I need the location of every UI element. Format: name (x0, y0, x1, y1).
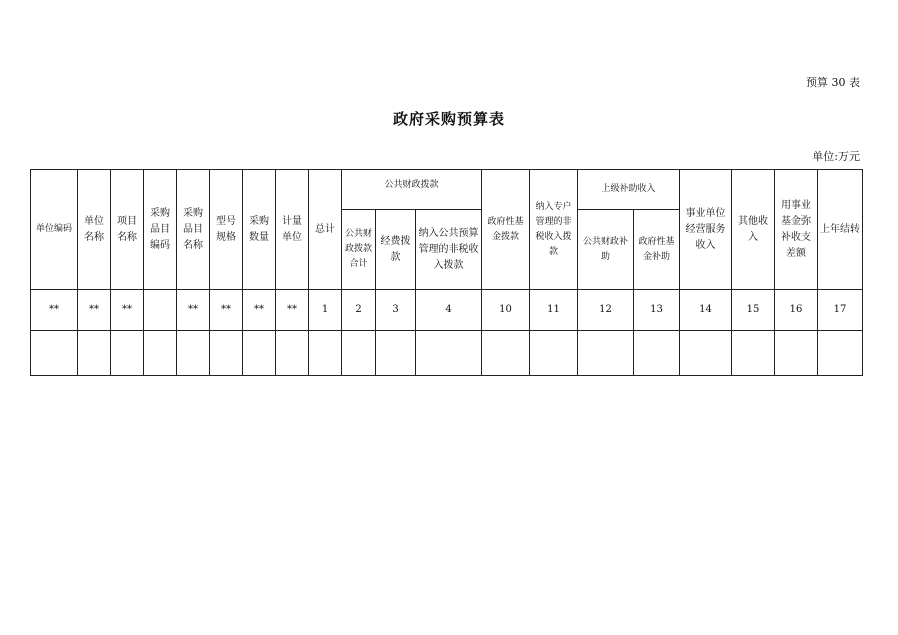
number-cell: 3 (376, 290, 416, 331)
number-cell: 13 (634, 290, 680, 331)
header-measure-unit: 计量单位 (276, 170, 309, 290)
header-superior-public: 公共财政补助 (578, 210, 634, 290)
empty-cell (818, 331, 863, 376)
empty-cell (680, 331, 732, 376)
header-other-income: 其他收入 (732, 170, 775, 290)
number-cell: 1 (309, 290, 342, 331)
header-superior-group: 上级补助收入 (578, 170, 680, 210)
header-item-name: 采购品目名称 (177, 170, 210, 290)
empty-cell (144, 331, 177, 376)
number-cell: ** (243, 290, 276, 331)
number-cell: 12 (578, 290, 634, 331)
empty-cell (376, 331, 416, 376)
number-cell: ** (111, 290, 144, 331)
empty-cell (276, 331, 309, 376)
page-title: 政府采购预算表 (392, 110, 505, 128)
empty-cell (78, 331, 111, 376)
empty-cell (482, 331, 530, 376)
header-public-finance-group: 公共财政拨款 (342, 170, 482, 210)
empty-cell (342, 331, 376, 376)
number-cell: 16 (775, 290, 818, 331)
form-number: 预算 30 表 (806, 76, 860, 89)
header-unit-name: 单位名称 (78, 170, 111, 290)
header-quantity: 采购数量 (243, 170, 276, 290)
empty-cell (578, 331, 634, 376)
empty-cell (634, 331, 680, 376)
number-cell: ** (276, 290, 309, 331)
empty-cell (416, 331, 482, 376)
header-total: 总计 (309, 170, 342, 290)
empty-cell (732, 331, 775, 376)
number-cell: 11 (530, 290, 578, 331)
table-row (31, 290, 863, 331)
number-cell: ** (210, 290, 243, 331)
header-unit-code: 单位编码 (31, 170, 78, 290)
header-carryover: 上年结转 (818, 170, 863, 290)
number-cell: 17 (818, 290, 863, 331)
number-cell: 2 (342, 290, 376, 331)
empty-cell (775, 331, 818, 376)
empty-cell (309, 331, 342, 376)
header-nontax-budget: 纳入公共预算管理的非税收入拨款 (416, 210, 482, 290)
empty-cell (31, 331, 78, 376)
header-public-finance-subtotal: 公共财政拨款合计 (342, 210, 376, 290)
number-cell: 10 (482, 290, 530, 331)
empty-cell (177, 331, 210, 376)
empty-cell (111, 331, 144, 376)
header-superior-fund: 政府性基金补助 (634, 210, 680, 290)
header-service-income: 事业单位经营服务收入 (680, 170, 732, 290)
number-cell: 15 (732, 290, 775, 331)
number-cell: ** (31, 290, 78, 331)
number-cell: ** (78, 290, 111, 331)
table-row (31, 331, 863, 376)
header-special-account: 纳入专户管理的非税收入拨款 (530, 170, 578, 290)
header-fund-makeup: 用事业基金弥补收支差额 (775, 170, 818, 290)
empty-cell (210, 331, 243, 376)
header-gov-fund: 政府性基金拨款 (482, 170, 530, 290)
number-cell (144, 290, 177, 331)
header-expense-allocation: 经费拨款 (376, 210, 416, 290)
number-cell: 4 (416, 290, 482, 331)
header-model: 型号规格 (210, 170, 243, 290)
header-project-name: 项目名称 (111, 170, 144, 290)
empty-cell (243, 331, 276, 376)
header-item-code: 采购品目编码 (144, 170, 177, 290)
procurement-budget-table (30, 169, 863, 376)
number-cell: 14 (680, 290, 732, 331)
empty-cell (530, 331, 578, 376)
unit-label: 单位:万元 (812, 150, 860, 163)
number-cell: ** (177, 290, 210, 331)
